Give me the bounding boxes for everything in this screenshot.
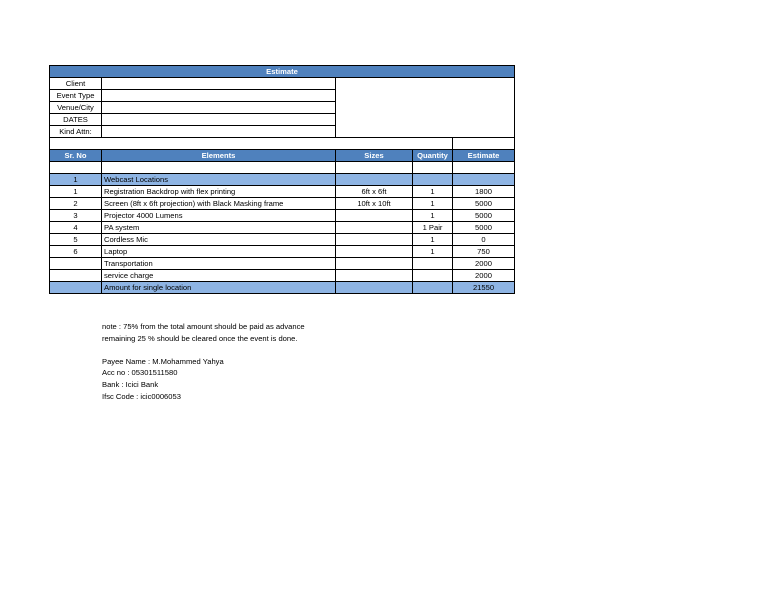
row-size [336,234,413,246]
spacer-cell [453,138,515,150]
row-sr: 3 [50,210,102,222]
col-header-quantity: Quantity [413,150,453,162]
note-advance: note : 75% from the total amount should be paid as advance [102,322,305,331]
estimate-table [49,65,515,294]
info-value-venue[interactable] [102,102,336,114]
total-label: Amount for single location [102,282,336,294]
row-qty: 1 [413,246,453,258]
info-value-kind-attn[interactable] [102,126,336,138]
info-value-dates[interactable] [102,114,336,126]
table-row [50,186,515,198]
row-qty [413,258,453,270]
table-row [50,210,515,222]
row-sr [50,270,102,282]
row-sr: 1 [50,186,102,198]
section-sr: 1 [50,174,102,186]
estimate-title: Estimate [50,66,515,78]
section-name: Webcast Locations [102,174,336,186]
row-element: Screen (8ft x 6ft projection) with Black Masking frame [102,198,336,210]
row-estimate: 1800 [453,186,515,198]
row-qty [413,270,453,282]
spacer-row [50,138,515,150]
col-header-sizes: Sizes [336,150,413,162]
row-element: Transportation [102,258,336,270]
row-size: 10ft x 10ft [336,198,413,210]
row-qty: 1 [413,234,453,246]
total-row [50,282,515,294]
row-estimate: 5000 [453,222,515,234]
note-remaining: remaining 25 % should be cleared once the event is done. [102,333,298,343]
row-estimate: 5000 [453,198,515,210]
col-header-estimate: Estimate [453,150,515,162]
info-label-event-type: Event Type [50,90,102,102]
info-label-client: Client [50,78,102,90]
row-qty: 1 [413,210,453,222]
row-element: Cordless Mic [102,234,336,246]
title-row [50,66,515,78]
row-estimate: 2000 [453,258,515,270]
info-value-event-type[interactable] [102,90,336,102]
row-size [336,210,413,222]
table-row [50,270,515,282]
table-row [50,246,515,258]
header-row [50,150,515,162]
row-element: Projector 4000 Lumens [102,210,336,222]
total-value: 21550 [453,282,515,294]
info-label-kind-attn: Kind Attn: [50,126,102,138]
info-label-venue: Venue/City [50,102,102,114]
table-row [50,198,515,210]
row-size [336,270,413,282]
table-row [50,222,515,234]
info-row [50,78,515,90]
row-estimate: 0 [453,234,515,246]
row-element: Registration Backdrop with flex printing [102,186,336,198]
row-sr: 5 [50,234,102,246]
payee-name: Payee Name : M.Mohammed Yahya [102,356,224,366]
row-sr [50,258,102,270]
row-element: Laptop [102,246,336,258]
ifsc-code: Ifsc Code : icic0006053 [102,391,181,401]
row-estimate: 5000 [453,210,515,222]
row-size [336,258,413,270]
info-value-client[interactable] [102,78,336,90]
row-element: service charge [102,270,336,282]
row-size: 6ft x 6ft [336,186,413,198]
row-size [336,246,413,258]
table-row [50,234,515,246]
table-row [50,258,515,270]
row-qty: 1 [413,198,453,210]
row-size [336,222,413,234]
bank-name: Bank : Icici Bank [102,379,159,389]
row-estimate: 2000 [453,270,515,282]
row-qty: 1 [413,186,453,198]
row-estimate: 750 [453,246,515,258]
info-label-dates: DATES [50,114,102,126]
payment-notes [102,321,305,402]
info-blank-block [336,78,515,138]
row-element: PA system [102,222,336,234]
col-header-sr-no: Sr. No [50,150,102,162]
spacer-cell [50,138,453,150]
col-header-elements: Elements [102,150,336,162]
account-number: Acc no : 05301511580 [102,368,178,378]
row-sr: 4 [50,222,102,234]
empty-row [50,162,515,174]
section-row [50,174,515,186]
row-qty: 1 Pair [413,222,453,234]
row-sr: 2 [50,198,102,210]
row-sr: 6 [50,246,102,258]
